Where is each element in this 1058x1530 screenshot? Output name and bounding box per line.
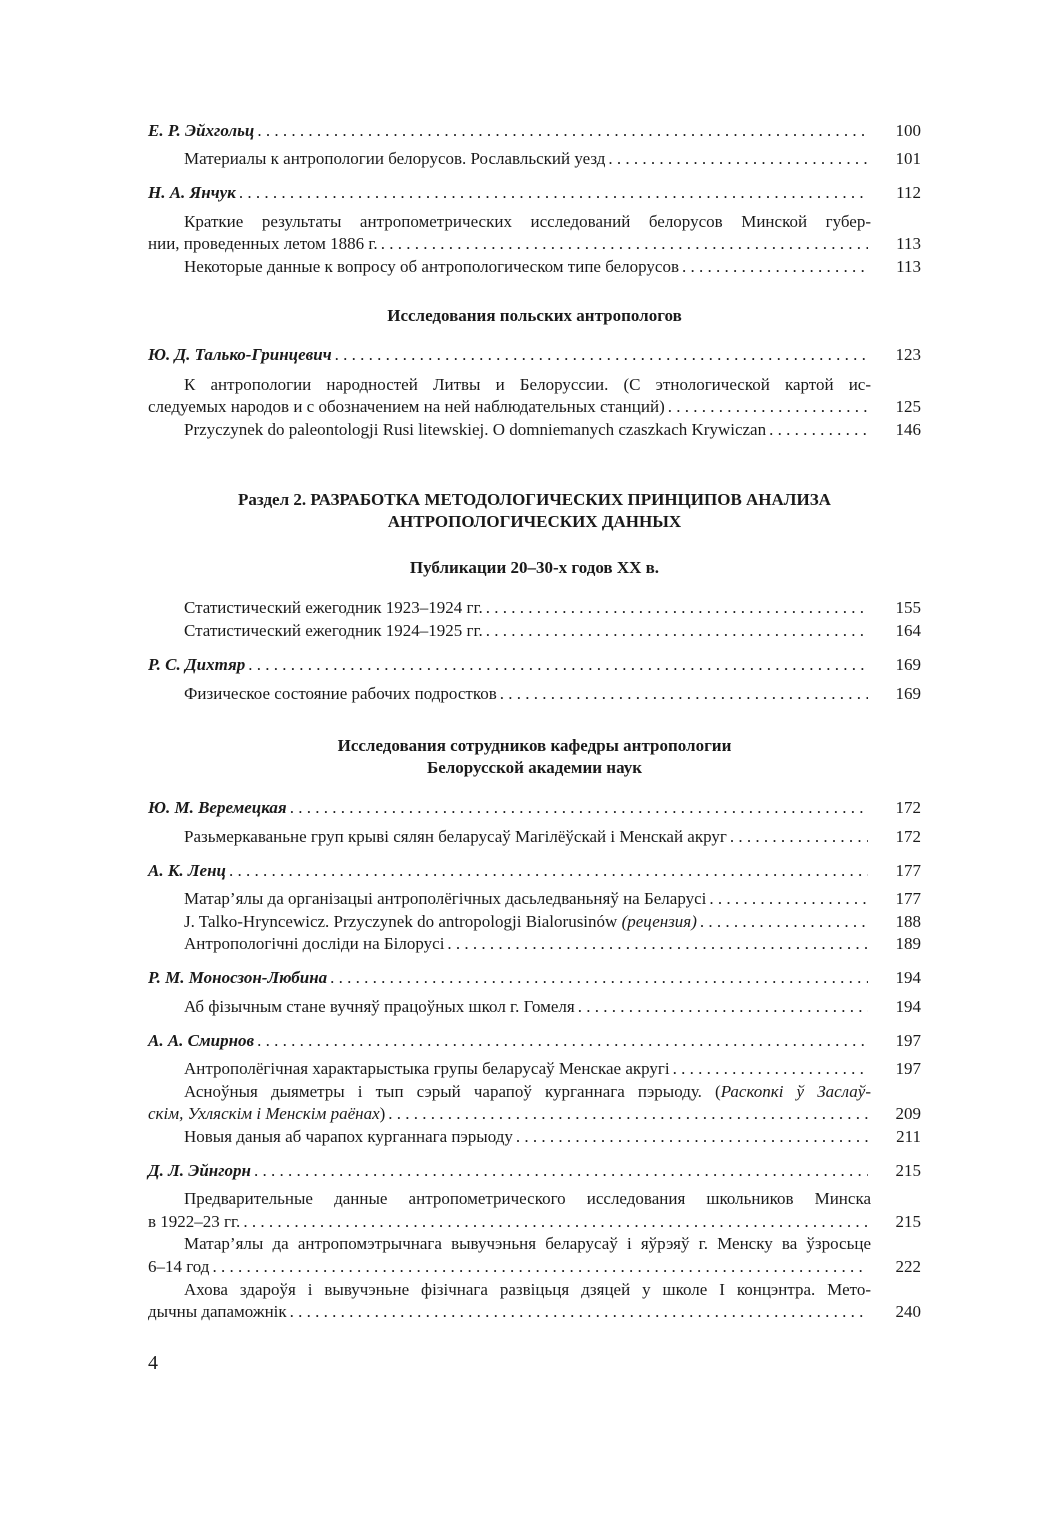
page-ref: 100	[895, 121, 921, 140]
toc-entry[interactable]: К антропологии народностей Литвы и Белоруссии. (С этнологической картой ис-	[184, 375, 871, 394]
subsection-heading-department-line2: Белорусской академии наук	[426, 758, 643, 777]
toc-author-entry[interactable]	[148, 120, 921, 142]
toc-author-entry[interactable]: Д. Л. Эйнгорн . . . 215	[148, 1160, 921, 1182]
toc-author-entry[interactable]: Н. А. Янчук . . . 112	[148, 182, 921, 204]
toc-entry[interactable]: Матар’ялы да організацыі антрополёгічных дасьледваньняў на Беларусі . . . 177	[184, 888, 921, 910]
toc-author-entry[interactable]: А. А. Смирнов . . . 197	[148, 1030, 921, 1052]
toc-entry[interactable]: Разьмеркаваньне груп крыві сялян беларусаў Магілёўскай і Менскай акруг . . . 172	[184, 826, 921, 848]
toc-entry[interactable]: J. Talko-Hryncewicz. Przyczynek do antropologji Bialorusinów (рецензия) . . . 188	[184, 911, 921, 933]
toc-entry[interactable]: Новыя даныя аб чарапох курганнага пэрыоду . . . 211	[184, 1126, 921, 1148]
toc-author-entry[interactable]: Ю. Д. Талько-Гринцевич . . . 123	[148, 344, 921, 366]
toc-entry-continued[interactable]: скім, Ухляскім і Менскім раёнах) . . . 209	[148, 1103, 921, 1125]
toc-author-entry[interactable]: Р. М. Моносзон-Любина . . . 194	[148, 967, 921, 989]
author-name: Р. М. Моносзон-Любина	[148, 968, 328, 987]
toc-entry[interactable]: Краткие результаты антропометрических исследований белорусов Минской губер-	[184, 212, 871, 231]
toc-entry-continued[interactable]: нии, проведенных летом 1886 г. . . . 113	[148, 233, 921, 255]
toc-entry[interactable]: Przyczynek do paleontologji Rusi litewskiej. O domniemanych czaszkach Krywiczan . . . 146	[184, 419, 921, 441]
toc-entry[interactable]: Физическое состояние рабочих подростков . . . 169	[184, 683, 921, 705]
toc-entry[interactable]: Статистический ежегодник 1923–1924 гг. . . . 155	[184, 597, 921, 619]
toc-entry[interactable]: Антропологічні досліди на Білорусі . . . 189	[184, 933, 921, 955]
author-name: Р. С. Дихтяр	[148, 655, 246, 674]
toc-author-entry[interactable]: Ю. М. Веремецкая . . . 172	[148, 797, 921, 819]
author-name: Н. А. Янчук	[148, 183, 236, 202]
toc-entry[interactable]: Ахова здароўя і вывучэньне фізічнага развіцьця дзяцей у школе I концэнтра. Мето-	[184, 1280, 871, 1299]
toc-entry-continued[interactable]: следуемых народов и с обозначением на ней наблюдательных станций) . . . 125	[148, 396, 921, 418]
author-name: Ю. Д. Талько-Гринцевич	[148, 345, 332, 364]
author-name: Е. Р. Эйхгольц	[148, 121, 255, 140]
toc-entry[interactable]: Материалы к антропологии белорусов. Рославльский уезд . . . 101	[184, 148, 921, 170]
toc-entry-continued[interactable]: 6–14 год . . . 222	[148, 1256, 921, 1278]
toc-entry-continued[interactable]: дычны дапаможнік . . . 240	[148, 1301, 921, 1323]
toc-entry[interactable]: Статистический ежегодник 1924–1925 гг. . . . 164	[184, 620, 921, 642]
toc-entry[interactable]: Предварительные данные антропометрического исследования школьников Минска	[184, 1189, 871, 1208]
author-name: А. К. Ленц	[148, 861, 226, 880]
author-name: Д. Л. Эйнгорн	[148, 1161, 251, 1180]
author-name: А. А. Смирнов	[148, 1031, 255, 1050]
toc-entry-continued[interactable]: в 1922–23 гг. . . . 215	[148, 1211, 921, 1233]
author-name: Ю. М. Веремецкая	[148, 798, 287, 817]
toc-author-entry[interactable]: А. К. Ленц . . . 177	[148, 860, 921, 882]
toc-author-entry[interactable]: Р. С. Дихтяр . . . 169	[148, 654, 921, 676]
toc-entry[interactable]: Матар’ялы да антропомэтрычнага вывучэньня беларусаў і яўрэяў г. Менску ва ўзросьце	[184, 1234, 871, 1253]
subsection-heading-publications: Публикации 20–30-х годов XX в.	[409, 558, 660, 577]
toc-entry[interactable]: Аб фізычным стане вучняў працоўных школ г. Гомеля . . . 194	[184, 996, 921, 1018]
subsection-heading-department-line1: Исследования сотрудников кафедры антропологии	[337, 736, 732, 755]
toc-entry[interactable]: Асноўныя дыяметры і тып сэрый чарапоў курганнага пэрыоду. (Раскопкі ў Заслаў-	[184, 1082, 871, 1101]
toc-entry[interactable]: Некоторые данные к вопросу об антропологическом типе белорусов . . . 113	[184, 256, 921, 278]
page-number: 4	[148, 1352, 158, 1374]
section-heading-polish: Исследования польских антропологов	[387, 306, 682, 325]
section-2-heading-line1: Раздел 2. РАЗРАБОТКА МЕТОДОЛОГИЧЕСКИХ ПРИНЦИПОВ АНАЛИЗА	[238, 490, 831, 509]
toc-entry[interactable]: Антрополёгічная характарыстыка групы беларусаў Менскае акругі . . . 197	[184, 1058, 921, 1080]
section-2-heading-line2: АНТРОПОЛОГИЧЕСКИХ ДАННЫХ	[387, 512, 682, 531]
